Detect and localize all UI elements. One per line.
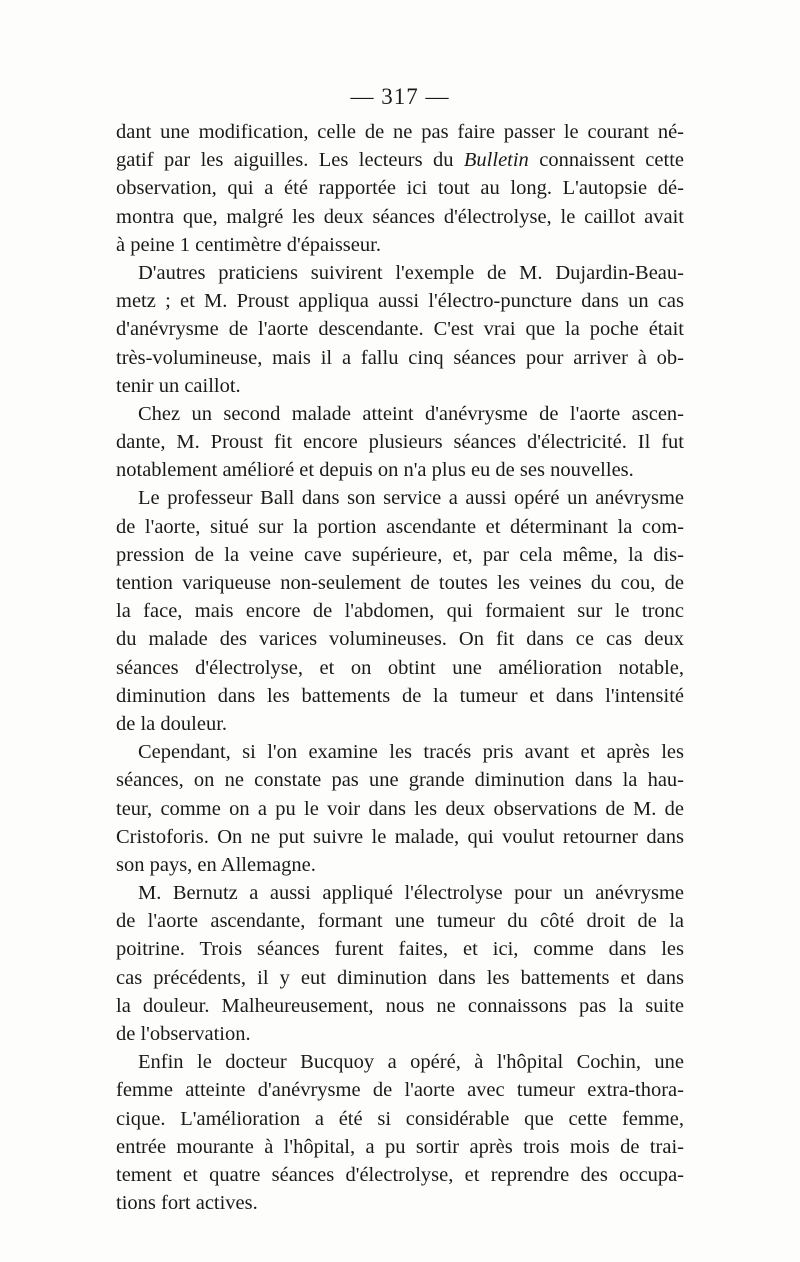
text-line: dant une modification, celle de ne pas faire passer le courant né-	[116, 121, 684, 143]
text-line: diminution dans les battements de la tumeur et dans l'intensité	[116, 684, 684, 707]
text-line: à peine 1 centimètre d'épaisseur.	[116, 233, 381, 256]
text-line: son pays, en Allemagne.	[116, 853, 316, 876]
text-line: de l'aorte ascendante, formant une tumeur du côté droit de la	[116, 910, 684, 933]
text-line: cas précédents, il y eut diminution dans les battements et dans	[116, 966, 684, 989]
text-line: Cependant, si l'on examine les tracés pris avant et après les	[138, 741, 684, 764]
text-line: teur, comme on a pu le voir dans les deux observations de M. de	[116, 797, 684, 820]
text-line: Enfin le docteur Bucquoy a opéré, à l'hôpital Cochin, une	[138, 1051, 684, 1074]
text-line: la face, mais encore de l'abdomen, qui formaient sur le tronc	[116, 600, 684, 623]
text-line: Le professeur Ball dans son service a aussi opéré un anévrysme	[138, 487, 684, 510]
text-line: séances d'électrolyse, et on obtint une amélioration notable,	[116, 656, 684, 679]
text-line: gatif par les aiguilles. Les lecteurs du Bulletin connaissent cette	[116, 149, 684, 172]
text-line: poitrine. Trois séances furent faites, et ici, comme dans les	[116, 938, 684, 961]
text-line: d'anévrysme de l'aorte descendante. C'est vrai que la poche était	[116, 318, 684, 341]
text-line: séances, on ne constate pas une grande diminution dans la hau-	[116, 769, 684, 792]
text-line: Cristoforis. On ne put suivre le malade, qui voulut retourner dans	[116, 825, 684, 848]
text-line: montra que, malgré les deux séances d'électrolyse, le caillot avait	[116, 205, 684, 228]
text-line: M. Bernutz a aussi appliqué l'électrolyse pour un anévrysme	[138, 882, 684, 905]
text-line: dante, M. Proust fit encore plusieurs séances d'électricité. Il fut	[116, 431, 684, 454]
text-line: tenir un caillot.	[116, 374, 241, 397]
text-line: de l'aorte, situé sur la portion ascendante et déterminant la com-	[116, 515, 684, 538]
text-line: observation, qui a été rapportée ici tout au long. L'autopsie dé-	[116, 177, 684, 200]
text-line: entrée mourante à l'hôpital, a pu sortir après trois mois de trai-	[116, 1135, 684, 1158]
text-line: notablement amélioré et depuis on n'a plus eu de ses nouvelles.	[116, 459, 634, 482]
text-line: la douleur. Malheureusement, nous ne connaissons pas la suite	[116, 994, 684, 1017]
text-line: femme atteinte d'anévrysme de l'aorte avec tumeur extra-thora-	[116, 1079, 684, 1102]
text-line: tement et quatre séances d'électrolyse, et reprendre des occupa-	[116, 1163, 684, 1186]
text-line: tions fort actives.	[116, 1192, 258, 1215]
text-line: D'autres praticiens suivirent l'exemple de M. Dujardin-Beau-	[138, 261, 684, 284]
text-line: metz ; et M. Proust appliqua aussi l'électro-puncture dans un cas	[116, 290, 684, 313]
text-line: très-volumineuse, mais il a fallu cinq séances pour arriver à ob-	[116, 346, 684, 369]
text-body	[116, 118, 684, 1217]
text-line: Chez un second malade atteint d'anévrysme de l'aorte ascen-	[138, 402, 684, 425]
text-line: de l'observation.	[116, 1023, 251, 1045]
italic-title: Bulletin	[463, 149, 529, 172]
text-line: pression de la veine cave supérieure, et, par cela même, la dis-	[116, 543, 684, 566]
page-number: — 317 —	[350, 84, 450, 109]
text-line: du malade des varices volumineuses. On fit dans ce cas deux	[116, 628, 684, 651]
text-line: cique. L'amélioration a été si considérable que cette femme,	[116, 1107, 684, 1130]
text-line: tention variqueuse non-seulement de toutes les veines du cou, de	[116, 572, 684, 594]
text-line: de la douleur.	[116, 712, 228, 735]
